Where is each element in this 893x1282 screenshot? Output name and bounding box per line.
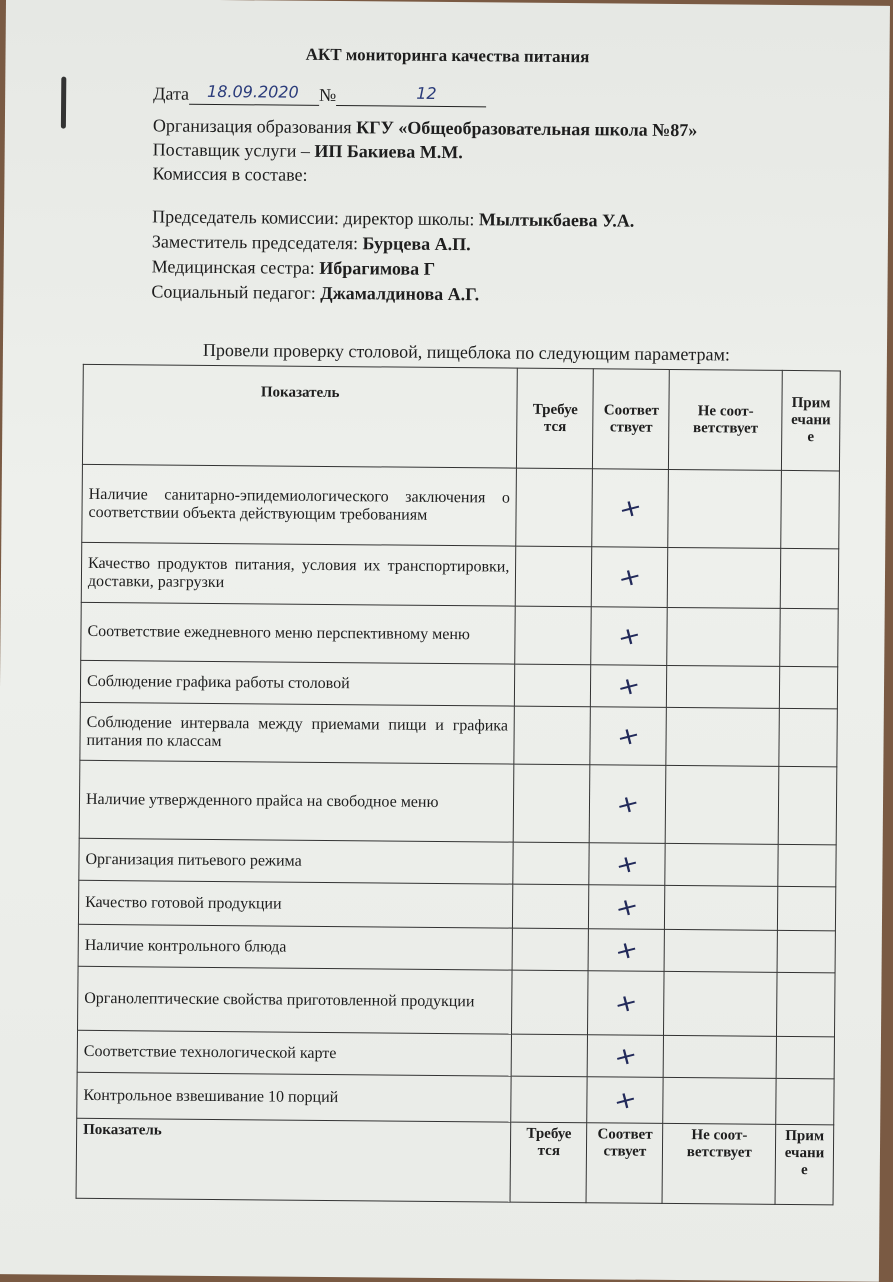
indicator-cell: Контрольное взвешивание 10 порций bbox=[77, 1072, 512, 1122]
header-not-complies: Не соот- ветствует bbox=[669, 369, 782, 470]
check-mark: + bbox=[612, 890, 642, 924]
indicator-cell: Наличие санитарно-эпидемиологического заключения о соответствии объекта действующим требованиям bbox=[82, 464, 517, 546]
indicator-cell: Соответствие технологической карте bbox=[77, 1030, 512, 1076]
member-role: Председатель комиссии: директор школы: bbox=[152, 206, 475, 230]
not-complies-cell bbox=[665, 929, 778, 972]
indicator-cell: Качество готовой продукции bbox=[78, 880, 513, 928]
note-cell bbox=[777, 972, 835, 1037]
margin-mark bbox=[61, 77, 66, 129]
not-complies-cell bbox=[666, 707, 779, 766]
member-name: Джамалдинова А.Г. bbox=[320, 282, 480, 305]
table-row bbox=[77, 1072, 834, 1125]
header-complies: Соответ ствует bbox=[593, 369, 670, 470]
date-label: Дата bbox=[153, 83, 190, 104]
not-complies-cell bbox=[664, 1035, 777, 1078]
not-complies-cell bbox=[668, 547, 781, 608]
note-cell bbox=[780, 608, 838, 667]
table-row bbox=[81, 542, 838, 609]
header-indicator: Показатель bbox=[82, 364, 517, 468]
indicator-cell: Органолептические свойства приготовленной продукции bbox=[78, 966, 513, 1034]
organization-value: КГУ «Общеобразовательная школа №87» bbox=[356, 117, 698, 141]
required-cell bbox=[511, 1076, 587, 1123]
indicator-cell: Качество продуктов питания, условия их транспортировки, доставки, разгрузки bbox=[81, 542, 516, 606]
member-role: Медицинская сестра: bbox=[151, 256, 315, 278]
note-cell bbox=[778, 886, 836, 931]
complies-cell bbox=[589, 885, 665, 930]
table-header-row-repeat bbox=[76, 1118, 834, 1205]
required-cell bbox=[513, 842, 589, 885]
commission-label: Комиссия в составе: bbox=[152, 163, 308, 185]
table-row bbox=[79, 838, 836, 887]
date-value: 18.09.2020 bbox=[207, 81, 299, 102]
indicator-cell: Наличие утвержденного прайса на свободное меню bbox=[79, 760, 514, 842]
required-cell bbox=[515, 664, 591, 707]
member-role: Социальный педагог: bbox=[151, 281, 316, 303]
not-complies-cell bbox=[665, 885, 778, 930]
complies-cell bbox=[591, 665, 667, 708]
check-mark: + bbox=[613, 719, 644, 753]
not-complies-cell bbox=[667, 607, 780, 666]
note-cell bbox=[779, 708, 837, 767]
member-name: Мылтыкбаева У.А. bbox=[478, 209, 635, 231]
repeat-header-cell: Не соот- ветствует bbox=[663, 1123, 776, 1204]
not-complies-cell bbox=[666, 765, 779, 844]
check-mark: + bbox=[610, 1083, 641, 1117]
note-cell bbox=[777, 930, 835, 973]
note-cell bbox=[780, 548, 838, 609]
check-mark: + bbox=[613, 787, 643, 821]
indicator-cell: Соблюдение графика работы столовой bbox=[80, 660, 515, 706]
header-required: Требуе тся bbox=[517, 368, 594, 469]
table-row bbox=[78, 924, 835, 973]
indicator-cell: Наличие контрольного блюда bbox=[78, 924, 513, 970]
supplier-value: ИП Бакиева М.М. bbox=[314, 140, 463, 163]
date-number-line bbox=[153, 83, 486, 107]
member-name: Ибрагимова Г bbox=[319, 257, 436, 279]
not-complies-cell bbox=[667, 665, 780, 708]
supplier-label: Поставщик услуги – bbox=[152, 139, 311, 161]
repeat-header-cell: Показатель bbox=[76, 1118, 511, 1202]
commission-member bbox=[152, 256, 436, 279]
number-value: 12 bbox=[416, 83, 437, 103]
complies-cell bbox=[588, 971, 665, 1036]
complies-cell bbox=[587, 1077, 663, 1124]
complies-cell bbox=[589, 843, 665, 886]
indicator-cell: Соблюдение интервала между приемами пищи и графика питания по классам bbox=[80, 702, 515, 764]
check-mark: + bbox=[615, 491, 646, 525]
repeat-header-cell: Прим ечани е bbox=[775, 1124, 834, 1205]
commission-member bbox=[151, 281, 479, 305]
supplier-line bbox=[153, 139, 463, 163]
check-mark: + bbox=[614, 669, 644, 703]
indicator-cell: Соответствие ежедневного меню перспективному меню bbox=[81, 602, 516, 664]
not-complies-cell bbox=[663, 1077, 776, 1124]
table-row bbox=[80, 702, 837, 767]
check-mark: + bbox=[611, 986, 642, 1020]
date-field bbox=[189, 81, 319, 106]
header-note: Прим ечани е bbox=[782, 370, 841, 471]
note-cell bbox=[778, 766, 837, 845]
commission-member bbox=[152, 231, 471, 255]
complies-cell bbox=[588, 1035, 664, 1078]
complies-cell bbox=[590, 765, 667, 844]
note-cell bbox=[776, 1036, 834, 1079]
note-cell bbox=[778, 844, 836, 887]
complies-cell bbox=[588, 929, 664, 972]
document-title: АКТ мониторинга качества питания bbox=[305, 44, 590, 67]
table-row bbox=[82, 464, 840, 549]
not-complies-cell bbox=[665, 843, 778, 886]
note-cell bbox=[776, 1078, 834, 1125]
organization-label: Организация образования bbox=[152, 115, 352, 138]
required-cell bbox=[513, 884, 589, 929]
member-name: Бурцева А.П. bbox=[362, 233, 471, 255]
table-row bbox=[79, 760, 837, 845]
complies-cell bbox=[592, 547, 669, 608]
table-row bbox=[80, 660, 837, 709]
organization-line bbox=[153, 115, 698, 141]
required-cell bbox=[512, 970, 589, 1035]
intro-text: Провели проверку столовой, пищеблока по следующим параметрам: bbox=[202, 339, 730, 365]
complies-cell bbox=[590, 707, 667, 766]
check-mark: + bbox=[614, 619, 645, 653]
note-cell bbox=[779, 666, 837, 709]
check-mark: + bbox=[612, 847, 643, 881]
complies-cell bbox=[591, 607, 668, 666]
required-cell bbox=[516, 546, 593, 607]
required-cell bbox=[512, 928, 588, 971]
note-cell bbox=[781, 470, 840, 549]
monitoring-table bbox=[76, 364, 841, 1206]
member-role: Заместитель председателя: bbox=[151, 231, 359, 254]
check-mark: + bbox=[610, 1039, 641, 1073]
table-row bbox=[78, 966, 836, 1037]
repeat-header-cell: Соответ ствует bbox=[586, 1123, 663, 1204]
number-label: № bbox=[318, 84, 337, 106]
not-complies-cell bbox=[668, 469, 781, 548]
required-cell bbox=[514, 706, 591, 765]
table-row bbox=[81, 602, 838, 667]
required-cell bbox=[515, 606, 592, 665]
required-cell bbox=[511, 1034, 587, 1077]
indicator-cell: Организация питьевого режима bbox=[79, 838, 514, 884]
required-cell bbox=[516, 468, 593, 547]
table-row bbox=[78, 880, 835, 931]
complies-cell bbox=[592, 469, 669, 548]
number-field bbox=[336, 83, 486, 107]
not-complies-cell bbox=[664, 971, 777, 1036]
table-header-row bbox=[82, 364, 840, 471]
check-mark: + bbox=[611, 933, 642, 967]
check-mark: + bbox=[615, 560, 645, 594]
required-cell bbox=[513, 764, 590, 843]
table-row bbox=[77, 1030, 834, 1079]
commission-member bbox=[152, 206, 634, 231]
repeat-header-cell: Требуе тся bbox=[510, 1122, 587, 1203]
